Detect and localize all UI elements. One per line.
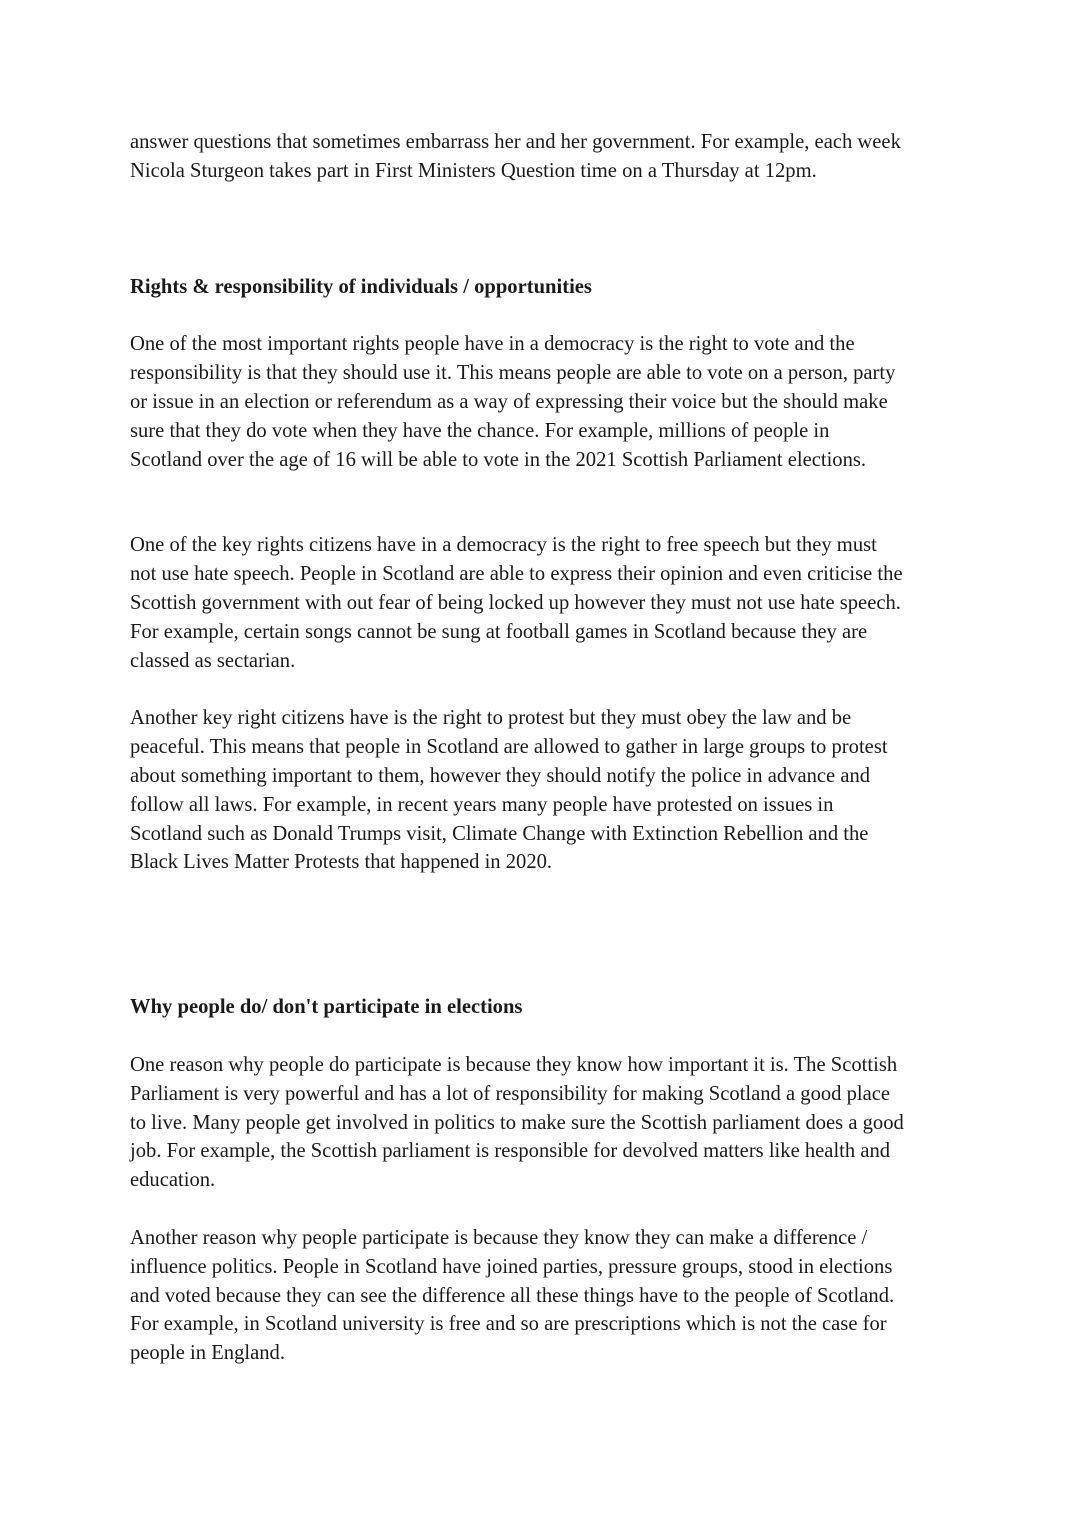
- text-line: For example, certain songs cannot be sung at football games in Scotland because they are: [130, 620, 868, 643]
- text-line: not use hate speech. People in Scotland are able to express their opinion and even criticise the: [130, 563, 903, 586]
- text-line: One of the most important rights people have in a democracy is the right to vote and the: [130, 333, 855, 356]
- text-line: follow all laws. For example, in recent years many people have protested on issues in: [130, 793, 834, 816]
- text-line: Another reason why people participate is because they know they can make a difference /: [130, 1226, 868, 1249]
- paragraph-right-to-vote: [130, 330, 960, 474]
- paragraph-intro-continuation: [130, 128, 960, 186]
- text-line: One of the key rights citizens have in a democracy is the right to free speech but they must: [130, 534, 877, 557]
- document-page: [130, 128, 960, 1368]
- text-line: Parliament is very powerful and has a lot of responsibility for making Scotland a good place: [130, 1082, 891, 1105]
- text-line: answer questions that sometimes embarrass her and her government. For example, each week: [130, 131, 901, 153]
- text-line: and voted because they can see the difference all these things have to the people of Scotland.: [130, 1284, 895, 1307]
- text-line: Scotland over the age of 16 will be able to vote in the 2021 Scottish Parliament elections.: [130, 448, 867, 471]
- text-line: classed as sectarian.: [130, 649, 296, 672]
- heading-rights-responsibility: Rights & responsibility of individuals / opportunities: [130, 275, 592, 298]
- text-line: sure that they do vote when they have the chance. For example, millions of people in: [130, 419, 830, 442]
- paragraph-free-speech: [130, 531, 960, 675]
- text-line: Scotland such as Donald Trumps visit, Climate Change with Extinction Rebellion and the: [130, 822, 869, 845]
- text-line: Black Lives Matter Protests that happened in 2020.: [130, 851, 553, 874]
- paragraph-right-to-protest: [130, 704, 960, 877]
- text-line: responsibility is that they should use it. This means people are able to vote on a person, party: [130, 362, 896, 385]
- text-line: or issue in an election or referendum as a way of expressing their voice but the should make: [130, 390, 888, 413]
- paragraph-participation-difference: [130, 1224, 960, 1368]
- text-line: to live. Many people get involved in politics to make sure the Scottish parliament does a good: [130, 1111, 904, 1134]
- paragraph-participation-importance: [130, 1051, 960, 1195]
- text-line: Another key right citizens have is the right to protest but they must obey the law and be: [130, 707, 852, 730]
- text-line: peaceful. This means that people in Scotland are allowed to gather in large groups to protest: [130, 736, 888, 759]
- text-line: education.: [130, 1169, 216, 1192]
- text-line: about something important to them, however they should notify the police in advance and: [130, 764, 871, 787]
- text-line: Nicola Sturgeon takes part in First Ministers Question time on a Thursday at 12pm.: [130, 159, 817, 182]
- text-line: people in England.: [130, 1342, 285, 1365]
- text-line: Scottish government with out fear of being locked up however they must not use hate speech.: [130, 591, 901, 614]
- text-line: job. For example, the Scottish parliament is responsible for devolved matters like health and: [130, 1140, 891, 1163]
- text-line: One reason why people do participate is because they know how important it is. The Scottish: [130, 1053, 898, 1076]
- text-line: influence politics. People in Scotland have joined parties, pressure groups, stood in elections: [130, 1255, 893, 1278]
- heading-participation: Why people do/ don't participate in elections: [130, 996, 523, 1019]
- text-line: For example, in Scotland university is free and so are prescriptions which is not the case for: [130, 1313, 887, 1336]
